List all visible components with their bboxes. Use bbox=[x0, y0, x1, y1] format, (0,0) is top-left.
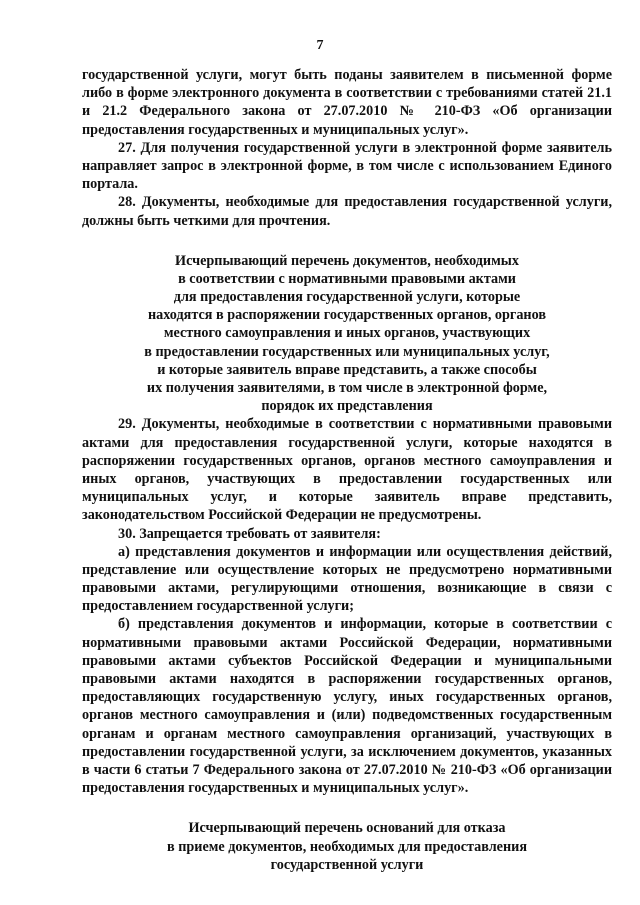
paragraph-line: муниципальных услуг, и которые заявитель вправе представить, bbox=[82, 489, 612, 506]
paragraph-line: предоставлением государственной услуги; bbox=[82, 598, 354, 615]
paragraph-line: предоставляющих государственную услугу, иных государственных органов, bbox=[82, 689, 612, 706]
paragraph-line: актами для предоставления государственной услуги, которые находятся в bbox=[82, 434, 612, 451]
paragraph bbox=[82, 415, 612, 524]
paragraph bbox=[82, 193, 612, 229]
paragraph-line: правовыми актами находятся в распоряжении государственных органов, bbox=[82, 671, 612, 687]
paragraph-line: либо в форме электронного документа в соответствии с требованиями статей 21.1 bbox=[82, 85, 612, 102]
heading-line: в приеме документов, необходимых для предоставления bbox=[167, 838, 527, 855]
paragraph-line: должны быть четкими для прочтения. bbox=[82, 212, 331, 229]
paragraph bbox=[82, 543, 612, 616]
heading-line: в предоставлении государственных или муниципальных услуг, bbox=[144, 343, 550, 360]
paragraph-line: и 21.2 Федерального закона от 27.07.2010 № 210-ФЗ «Об организации bbox=[82, 103, 612, 120]
section-heading bbox=[82, 819, 612, 874]
heading-line: местного самоуправления и иных органов, участвующих bbox=[163, 325, 531, 342]
heading-line: и которые заявитель вправе представить, а также способы bbox=[157, 361, 537, 378]
paragraph-line: 30. Запрещается требовать от заявителя: bbox=[118, 525, 381, 542]
paragraph-line: 28. Документы, необходимые для предоставления государственной услуги, bbox=[118, 194, 612, 211]
paragraph-line: в части 6 статьи 7 Федерального закона от 27.07.2010 № 210-ФЗ «Об организации bbox=[82, 761, 612, 778]
heading-line: в соответствии с нормативными правовыми актами bbox=[178, 270, 516, 287]
paragraph bbox=[82, 525, 612, 543]
paragraph-line: иных органов, участвующих в предоставлении государственных или bbox=[82, 470, 612, 487]
paragraph-line: правовыми актами субъектов Российской Федерации и муниципальными bbox=[82, 652, 612, 669]
paragraph-line: представление или осуществление которых не предусмотрено нормативными bbox=[82, 561, 612, 578]
paragraph bbox=[82, 615, 612, 797]
heading-line: государственной услуги bbox=[270, 856, 424, 873]
paragraph-line: а) представления документов и информации или осуществления действий, bbox=[118, 543, 612, 560]
heading-line: Исчерпывающий перечень документов, необходимых bbox=[175, 252, 519, 269]
heading-line: порядок их представления bbox=[261, 398, 433, 415]
paragraph-line: органов местного самоуправления и (или) подведомственных государственным bbox=[82, 707, 612, 724]
section-heading bbox=[82, 252, 612, 416]
paragraph bbox=[82, 139, 612, 194]
paragraph-line: предоставления государственных и муниципальных услуг». bbox=[82, 121, 469, 138]
paragraph-line: 27. Для получения государственной услуги в электронной форме заявитель bbox=[118, 139, 612, 156]
paragraph-line: нормативными правовыми актами Российской Федерации, нормативными bbox=[82, 634, 612, 651]
heading-line: их получения заявителями, в том числе в электронной форме, bbox=[146, 380, 548, 396]
paragraph-line: 29. Документы, необходимые в соответствии с нормативными правовыми bbox=[118, 416, 612, 433]
heading-line: Исчерпывающий перечень оснований для отказа bbox=[188, 820, 506, 837]
paragraph-line: органам и органам местного самоуправления организаций, участвующих в bbox=[82, 725, 612, 742]
paragraph bbox=[82, 66, 612, 139]
heading-line: находятся в распоряжении государственных органов, органов bbox=[147, 307, 547, 324]
paragraph-line: распоряжении государственных органов, органов местного самоуправления и bbox=[82, 452, 612, 469]
document-body bbox=[82, 66, 612, 874]
paragraph-line: направляет запрос в электронной форме, в том числе с использованием Единого bbox=[82, 157, 612, 174]
paragraph-line: портала. bbox=[82, 176, 138, 193]
paragraph-line: предоставления государственных и муниципальных услуг». bbox=[82, 780, 469, 797]
page-number: 7 bbox=[316, 38, 324, 53]
paragraph-line: правовыми актами, регулирующими отношения, возникающие в связи с bbox=[82, 580, 612, 597]
paragraph-line: б) представления документов и информации, которые в соответствии с bbox=[118, 616, 612, 633]
paragraph-line: предоставлении государственной услуги, за исключением документов, указанных bbox=[82, 743, 612, 760]
paragraph-line: государственной услуги, могут быть поданы заявителем в письменной форме bbox=[82, 67, 612, 83]
heading-line: для предоставления государственной услуги, которые bbox=[173, 289, 521, 306]
paragraph-line: законодательством Российской Федерации не предусмотрены. bbox=[82, 507, 482, 524]
